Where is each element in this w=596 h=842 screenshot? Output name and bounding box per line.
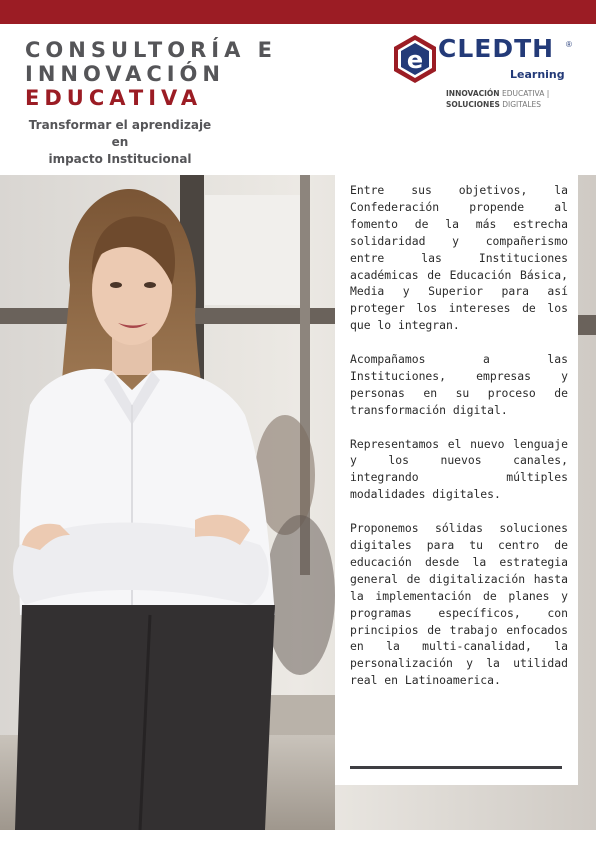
logo-hexagon-icon [392, 34, 438, 84]
logo-registered: ® [566, 40, 572, 49]
logo-tagline [446, 88, 549, 110]
cledth-logo [392, 34, 582, 84]
subtitle-line-2: impacto Institucional [48, 152, 192, 166]
logo-letter: e [406, 46, 424, 74]
paragraph-representamos: Representamos el nuevo lenguaje y los nuevos canales, integrando múltiples modalidades digitales. [350, 436, 568, 502]
page-title [25, 38, 277, 110]
paragraph-objetivos: Entre sus objetivos, la Confederación propende al fomento de la más estrecha solidaridad y compañerismo entre las Instituciones académicas de Educación Básica, Media y Superior para así proteger los intereses de los que lo integran. [350, 183, 568, 333]
title-line-2: INNOVACIÓN [25, 62, 225, 86]
body-text [350, 182, 568, 706]
paragraph-acompanamos: Acompañamos a las Instituciones, empresas y personas en su proceso de transformación digital. [350, 352, 568, 417]
tagline-2-rest: DIGITALES [499, 100, 542, 109]
subtitle-line-1: Transformar el aprendizaje en [28, 118, 212, 149]
logo-wordmark: CLEDTH [438, 34, 555, 63]
top-accent-bar [0, 0, 596, 24]
tagline-1-bold: INNOVACIÓN [446, 89, 500, 98]
divider-line [350, 766, 562, 769]
tagline-line-1 [446, 88, 549, 99]
page-subtitle [20, 117, 220, 168]
title-line-1: CONSULTORÍA E [25, 38, 277, 62]
tagline-line-2 [446, 99, 549, 110]
logo-subtitle: Learning [510, 68, 565, 81]
paragraph-proponemos: Proponemos sólidas soluciones digitales para tu centro de educación desde la estrategia general de digitalización hasta la implementación de planes y programas específicos, con principios de trabajo enfocados en la multi-canalidad, la personalización y la utilidad real en Latinoamerica. [350, 521, 568, 688]
title-line-3: EDUCATIVA [25, 86, 203, 110]
tagline-1-rest: EDUCATIVA | [499, 89, 550, 98]
tagline-2-bold: SOLUCIONES [446, 100, 500, 109]
